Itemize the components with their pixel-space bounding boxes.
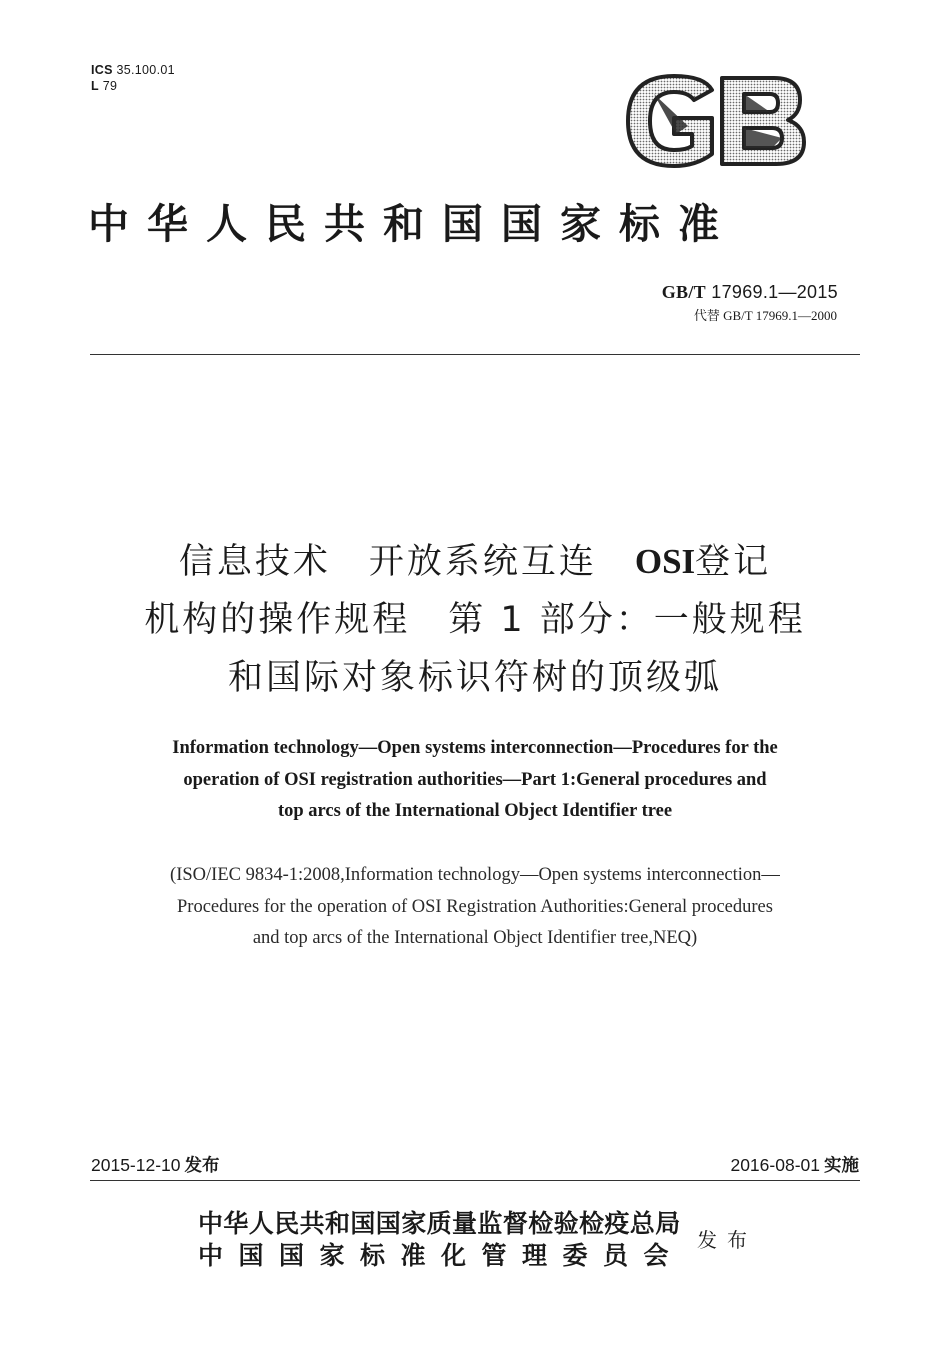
- issuer-sac: 中国国家标准化管理委员会: [198, 1241, 685, 1270]
- ccs-label: L: [91, 79, 99, 93]
- chinese-title-line-1: [60, 533, 890, 591]
- issue-date-label: 发布: [184, 1156, 220, 1176]
- implementation-date-label: 实施: [824, 1156, 859, 1176]
- gb-logo-icon: [624, 74, 806, 168]
- iso-reference: [60, 860, 890, 955]
- footer-divider: [90, 1180, 860, 1181]
- ics-label: ICS: [91, 63, 113, 77]
- publish-label: 发布: [697, 1228, 757, 1252]
- standard-number: [662, 282, 838, 303]
- implementation-date: [730, 1152, 859, 1177]
- iso-reference-line-2: Procedures for the operation of OSI Registration Authorities:General procedures: [177, 896, 773, 917]
- ccs-code: [91, 78, 175, 94]
- iso-reference-line-1: (ISO/IEC 9834-1:2008,Information technology—Open systems interconnection—: [170, 865, 780, 885]
- chinese-title: [60, 533, 890, 707]
- replaces-standard: 代替 GB/T 17969.1—2000: [693, 308, 837, 323]
- classification-codes: [91, 62, 175, 94]
- chinese-title-line-2: 机构的操作规程 第 1 部分：一般规程: [144, 600, 806, 640]
- english-title-line-3: top arcs of the International Object Identifier tree: [277, 801, 673, 821]
- header-divider: [90, 354, 860, 355]
- ics-code: [91, 62, 175, 78]
- chinese-title-line-3: 和国际对象标识符树的顶级弧: [227, 658, 722, 698]
- ccs-value: 79: [102, 79, 118, 93]
- chinese-title-osi: OSI: [634, 542, 696, 581]
- standard-prefix: GB/T: [661, 282, 706, 302]
- issue-date: [91, 1152, 220, 1177]
- chinese-title-line-1b: 登记: [695, 542, 772, 582]
- chinese-title-line-1a: 信息技术 开放系统互连: [178, 542, 635, 582]
- ics-value: 35.100.01: [116, 63, 175, 77]
- national-standard-heading: 中华人民共和国国家标准: [88, 200, 737, 248]
- english-title-line-1: Information technology—Open systems interconnection—Procedures for the: [172, 738, 778, 758]
- iso-reference-line-3: and top arcs of the International Object Identifier tree,NEQ): [252, 928, 698, 948]
- issuer-aqsiq: 中华人民共和国国家质量监督检验检疫总局: [198, 1209, 681, 1238]
- standard-code: 17969.1—2015: [711, 282, 838, 302]
- english-title: [60, 733, 890, 828]
- implementation-date-value: 2016-08-01: [730, 1155, 820, 1175]
- issue-date-value: 2015-12-10: [91, 1155, 181, 1175]
- english-title-line-2: operation of OSI registration authorities—Part 1:General procedures and: [183, 769, 767, 790]
